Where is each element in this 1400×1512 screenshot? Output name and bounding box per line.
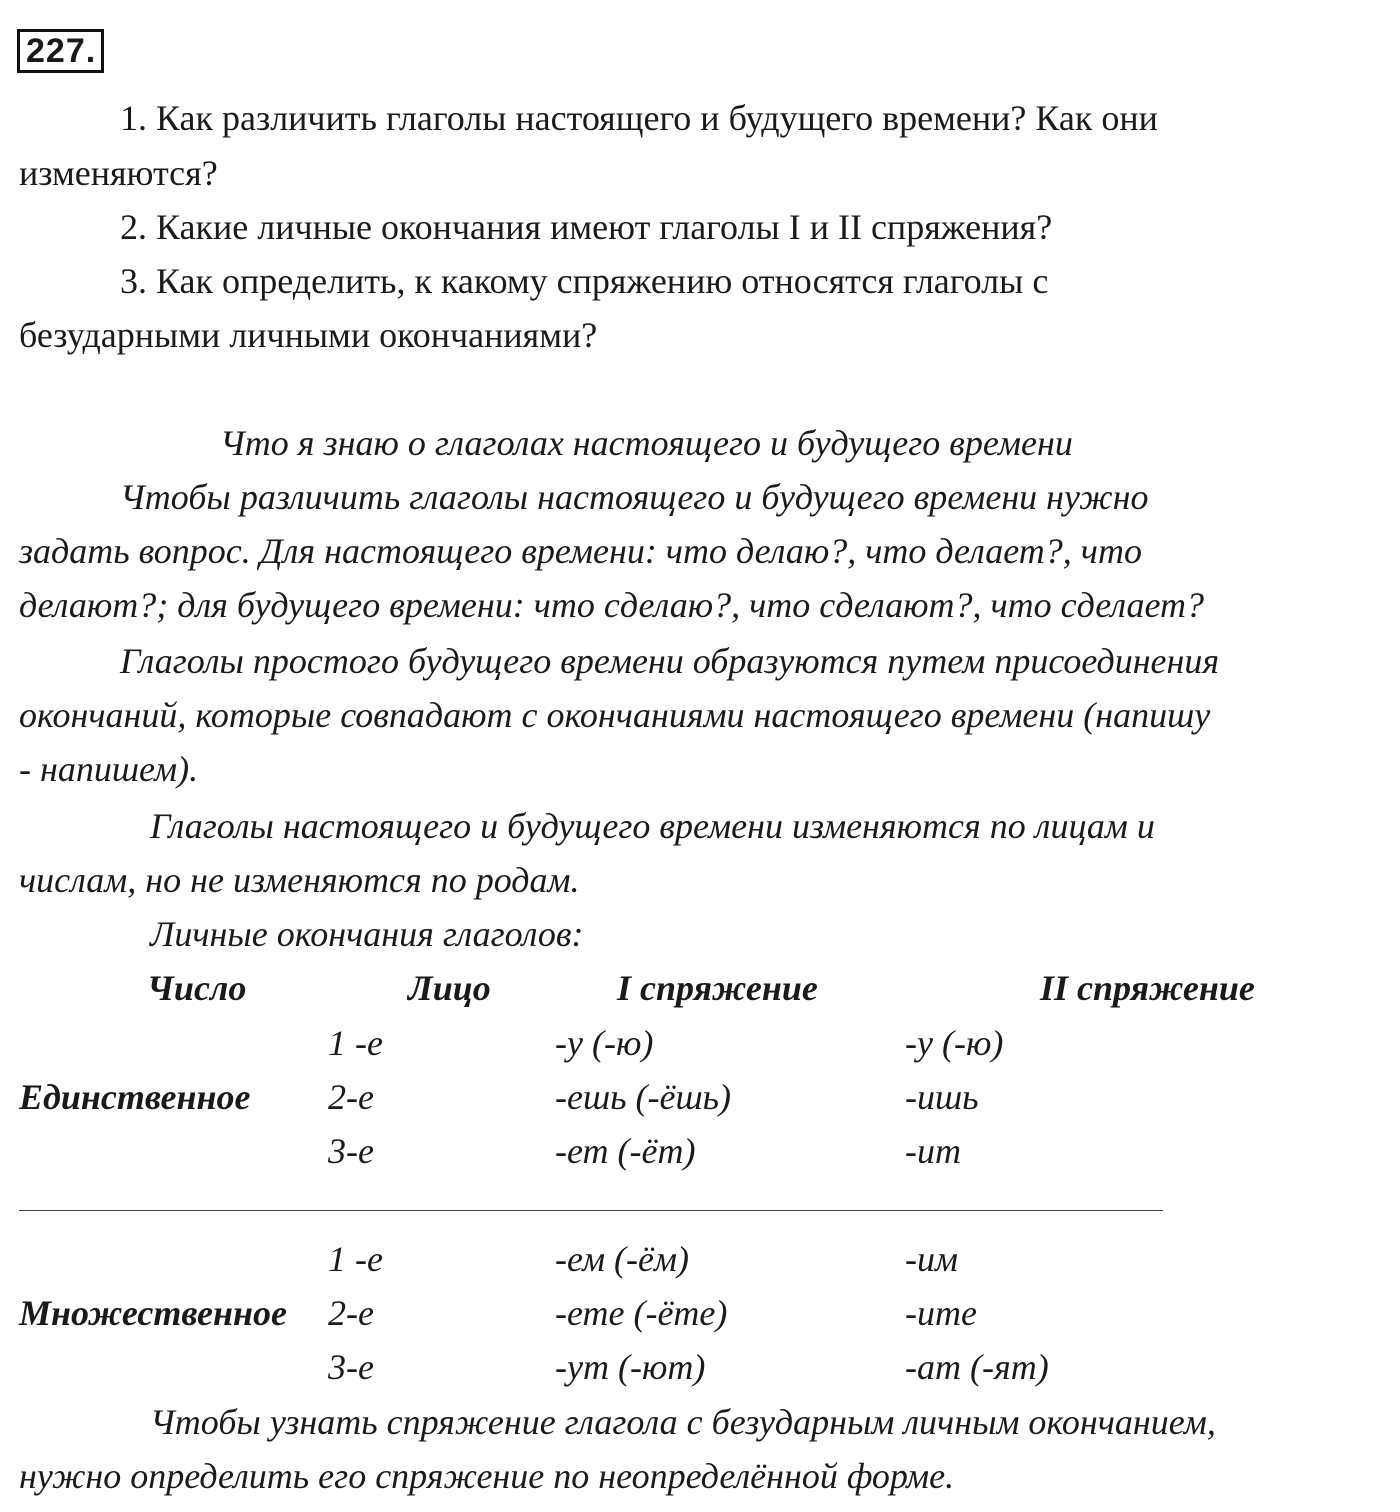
singular-conj2-3: -ит — [905, 1131, 961, 1171]
question-3-line-2: безударными личными окончаниями? — [19, 315, 598, 355]
table-header-conj1: I спряжение — [617, 968, 818, 1008]
table-intro: Личные окончания глаголов: — [150, 914, 584, 954]
answer-p3-line-1: Глаголы настоящего и будущего времени изменяются по лицам и — [150, 806, 1155, 846]
exercise-number: 227. — [17, 29, 104, 73]
plural-conj1-1: -ем (-ём) — [555, 1239, 689, 1279]
answer-title: Что я знаю о глаголах настоящего и будущего времени — [220, 423, 1073, 463]
table-divider — [19, 1210, 1163, 1211]
plural-conj1-3: -ут (-ют) — [555, 1347, 706, 1387]
answer-p2-line-2: окончаний, которые совпадают с окончаниями настоящего времени (напишу — [19, 695, 1211, 735]
plural-person-1: 1 -е — [328, 1239, 383, 1279]
answer-p4-line-1: Чтобы узнать спряжение глагола с безударным личным окончанием, — [150, 1402, 1216, 1442]
answer-p2-line-1: Глаголы простого будущего времени образуются путем присоединения — [120, 641, 1220, 681]
plural-conj2-2: -ите — [905, 1293, 977, 1333]
singular-person-1: 1 -е — [328, 1023, 383, 1063]
plural-conj2-1: -им — [905, 1239, 958, 1279]
table-header-number: Число — [147, 968, 247, 1008]
singular-conj1-1: -у (-ю) — [555, 1023, 654, 1063]
singular-person-2: 2-е — [328, 1077, 374, 1117]
plural-label: Множественное — [19, 1293, 287, 1333]
answer-p2-line-3: - напишем). — [19, 749, 199, 789]
table-header-person: Лицо — [408, 968, 491, 1008]
singular-person-3: 3-е — [328, 1131, 374, 1171]
answer-p1-line-3: делают?; для будущего времени: что сделаю?, что сделают?, что сделает? — [19, 585, 1205, 625]
question-1-line-2: изменяются? — [19, 153, 218, 193]
plural-person-2: 2-е — [328, 1293, 374, 1333]
singular-conj1-2: -ешь (-ёшь) — [555, 1077, 732, 1117]
singular-conj2-1: -у (-ю) — [905, 1023, 1004, 1063]
plural-conj1-2: -ете (-ёте) — [555, 1293, 728, 1333]
plural-conj2-3: -ат (-ят) — [905, 1347, 1049, 1387]
answer-p1-line-2: задать вопрос. Для настоящего времени: что делаю?, что делает?, что — [19, 531, 1142, 571]
answer-p4-line-2: нужно определить его спряжение по неопределённой форме. — [19, 1456, 955, 1496]
plural-person-3: 3-е — [328, 1347, 374, 1387]
question-2: 2. Какие личные окончания имеют глаголы I и II спряжения? — [120, 207, 1053, 247]
singular-label: Единственное — [19, 1077, 251, 1117]
question-3-line-1: 3. Как определить, к какому спряжению относятся глаголы с — [120, 261, 1049, 301]
table-header-conj2: II спряжение — [1040, 968, 1255, 1008]
singular-conj2-2: -ишь — [905, 1077, 979, 1117]
answer-p1-line-1: Чтобы различить глаголы настоящего и будущего времени нужно — [120, 477, 1149, 517]
answer-p3-line-2: числам, но не изменяются по родам. — [19, 860, 580, 900]
singular-conj1-3: -ет (-ёт) — [555, 1131, 696, 1171]
question-1-line-1: 1. Как различить глаголы настоящего и будущего времени? Как они — [120, 98, 1158, 138]
